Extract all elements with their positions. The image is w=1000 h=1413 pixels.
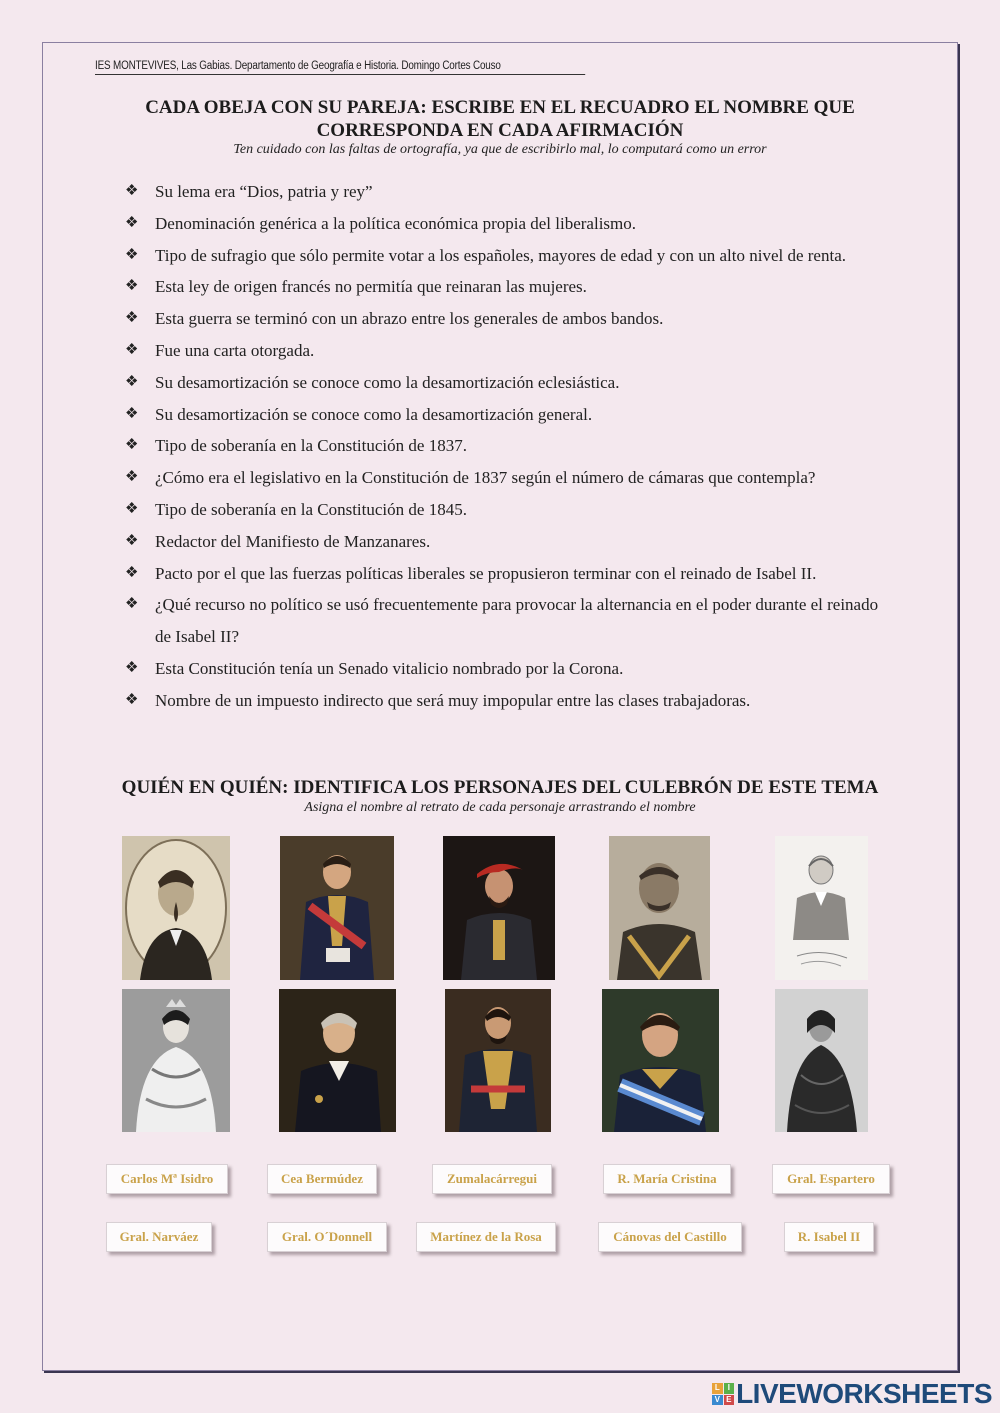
statement-item bbox=[125, 653, 895, 685]
diamond-bullet-icon: ❖ bbox=[125, 469, 139, 486]
name-tag-espartero[interactable]: Gral. Espartero bbox=[772, 1164, 890, 1194]
statement-text: Redactor del Manifiesto de Manzanares. bbox=[155, 531, 431, 551]
diamond-bullet-icon: ❖ bbox=[125, 310, 139, 327]
statement-item bbox=[125, 367, 895, 399]
statement-text: Esta ley de origen francés no permitía que reinaran las mujeres. bbox=[155, 277, 587, 297]
statement-item bbox=[125, 335, 895, 367]
diamond-bullet-icon: ❖ bbox=[125, 278, 139, 295]
portrait-2[interactable] bbox=[280, 836, 394, 980]
section1-subtitle: Ten cuidado con las faltas de ortografía, ya que de escribirlo mal, lo computará como un error bbox=[233, 142, 767, 157]
section2-subtitle: Asigna el nombre al retrato de cada personaje arrastrando el nombre bbox=[304, 800, 696, 815]
diamond-bullet-icon: ❖ bbox=[125, 214, 139, 231]
statement-item bbox=[125, 430, 895, 462]
worksheet-header: IES MONTEVIVES, Las Gabias. Departamento de Geografía e Historia. Domingo Cortes Couso bbox=[95, 60, 585, 75]
statement-item bbox=[125, 208, 895, 240]
diamond-bullet-icon: ❖ bbox=[125, 532, 139, 549]
portrait-8[interactable] bbox=[445, 989, 551, 1132]
statement-item bbox=[125, 558, 895, 590]
statement-text: Nombre de un impuesto indirecto que será muy impopular entre las clases trabajadoras. bbox=[155, 690, 751, 710]
portrait-10[interactable] bbox=[775, 989, 868, 1132]
diamond-bullet-icon: ❖ bbox=[125, 691, 139, 708]
statement-item bbox=[125, 494, 895, 526]
statement-text: Tipo de sufragio que sólo permite votar a los españoles, mayores de edad y con un alto nivel de renta. bbox=[155, 245, 846, 265]
statement-item bbox=[125, 303, 895, 335]
diamond-bullet-icon: ❖ bbox=[125, 246, 139, 263]
portrait-4[interactable] bbox=[609, 836, 710, 980]
name-tag-odonnell[interactable]: Gral. O´Donnell bbox=[267, 1222, 387, 1252]
statement-text: Fue una carta otorgada. bbox=[155, 340, 315, 360]
portrait-5[interactable] bbox=[775, 836, 868, 980]
statement-item bbox=[125, 176, 895, 208]
statement-list bbox=[125, 176, 895, 717]
statement-item bbox=[125, 240, 895, 272]
statement-item bbox=[125, 526, 895, 558]
liveworksheets-brand[interactable] bbox=[712, 1378, 992, 1409]
statement-text: Esta Constitución tenía un Senado vitalicio nombrado por la Corona. bbox=[155, 658, 624, 678]
statement-item bbox=[125, 685, 895, 717]
diamond-bullet-icon: ❖ bbox=[125, 659, 139, 676]
statement-item bbox=[125, 399, 895, 431]
name-tag-narvaez[interactable]: Gral. Narváez bbox=[106, 1222, 212, 1252]
diamond-bullet-icon: ❖ bbox=[125, 341, 139, 358]
statement-item bbox=[125, 271, 895, 303]
statement-text: Pacto por el que las fuerzas políticas liberales se propusieron terminar con el reinado de Isabel II. bbox=[155, 563, 817, 583]
brand-wordmark: LIVEWORKSHEETS bbox=[736, 1378, 992, 1409]
diamond-bullet-icon: ❖ bbox=[125, 437, 139, 454]
name-tag-zumalacarregui[interactable]: Zumalacárregui bbox=[432, 1164, 552, 1194]
statement-text: Tipo de soberanía en la Constitución de 1845. bbox=[155, 499, 467, 519]
statement-text: Denominación genérica a la política económica propia del liberalismo. bbox=[155, 213, 637, 233]
statement-item bbox=[125, 462, 895, 494]
diamond-bullet-icon: ❖ bbox=[125, 564, 139, 581]
diamond-bullet-icon: ❖ bbox=[125, 596, 139, 613]
name-tag-maria-cristina[interactable]: R. María Cristina bbox=[603, 1164, 731, 1194]
liveworksheets-logo-icon: L I V E bbox=[712, 1383, 734, 1405]
section2-title: QUIÉN EN QUIÉN: IDENTIFICA LOS PERSONAJES DEL CULEBRÓN DE ESTE TEMA bbox=[121, 777, 879, 798]
statement-text: Su lema era “Dios, patria y rey” bbox=[155, 182, 373, 201]
portrait-3[interactable] bbox=[443, 836, 555, 980]
name-tag-cea-bermudez[interactable]: Cea Bermúdez bbox=[267, 1164, 377, 1194]
statement-text: Tipo de soberanía en la Constitución de 1837. bbox=[155, 436, 467, 456]
statement-text: Esta guerra se terminó con un abrazo entre los generales de ambos bandos. bbox=[155, 309, 664, 329]
statement-item bbox=[125, 589, 895, 653]
portrait-6[interactable] bbox=[122, 989, 230, 1132]
portrait-1[interactable] bbox=[122, 836, 230, 980]
diamond-bullet-icon: ❖ bbox=[125, 500, 139, 517]
diamond-bullet-icon: ❖ bbox=[125, 183, 139, 199]
section1-title: CADA OBEJA CON SU PAREJA: ESCRIBE EN EL RECUADRO EL NOMBRE QUE CORRESPONDA EN CADA AFIRMACIÓN bbox=[145, 97, 855, 141]
portrait-7[interactable] bbox=[279, 989, 396, 1132]
portrait-9[interactable] bbox=[602, 989, 719, 1132]
diamond-bullet-icon: ❖ bbox=[125, 373, 139, 390]
name-tag-isabel-ii[interactable]: R. Isabel II bbox=[784, 1222, 874, 1252]
diamond-bullet-icon: ❖ bbox=[125, 405, 139, 422]
statement-text: Su desamortización se conoce como la desamortización general. bbox=[155, 404, 593, 424]
statement-text: ¿Qué recurso no político se usó frecuentemente para provocar la alternancia en el poder durante el reinado de Isabel II? bbox=[155, 595, 879, 647]
statement-text: ¿Cómo era el legislativo en la Constitución de 1837 según el número de cámaras que contempla? bbox=[155, 468, 816, 488]
name-tag-martinez-de-la-rosa[interactable]: Martínez de la Rosa bbox=[416, 1222, 556, 1252]
statement-text: Su desamortización se conoce como la desamortización eclesiástica. bbox=[155, 372, 620, 392]
name-tag-carlos-isidro[interactable]: Carlos Mª Isidro bbox=[106, 1164, 228, 1194]
name-tag-canovas[interactable]: Cánovas del Castillo bbox=[598, 1222, 742, 1252]
